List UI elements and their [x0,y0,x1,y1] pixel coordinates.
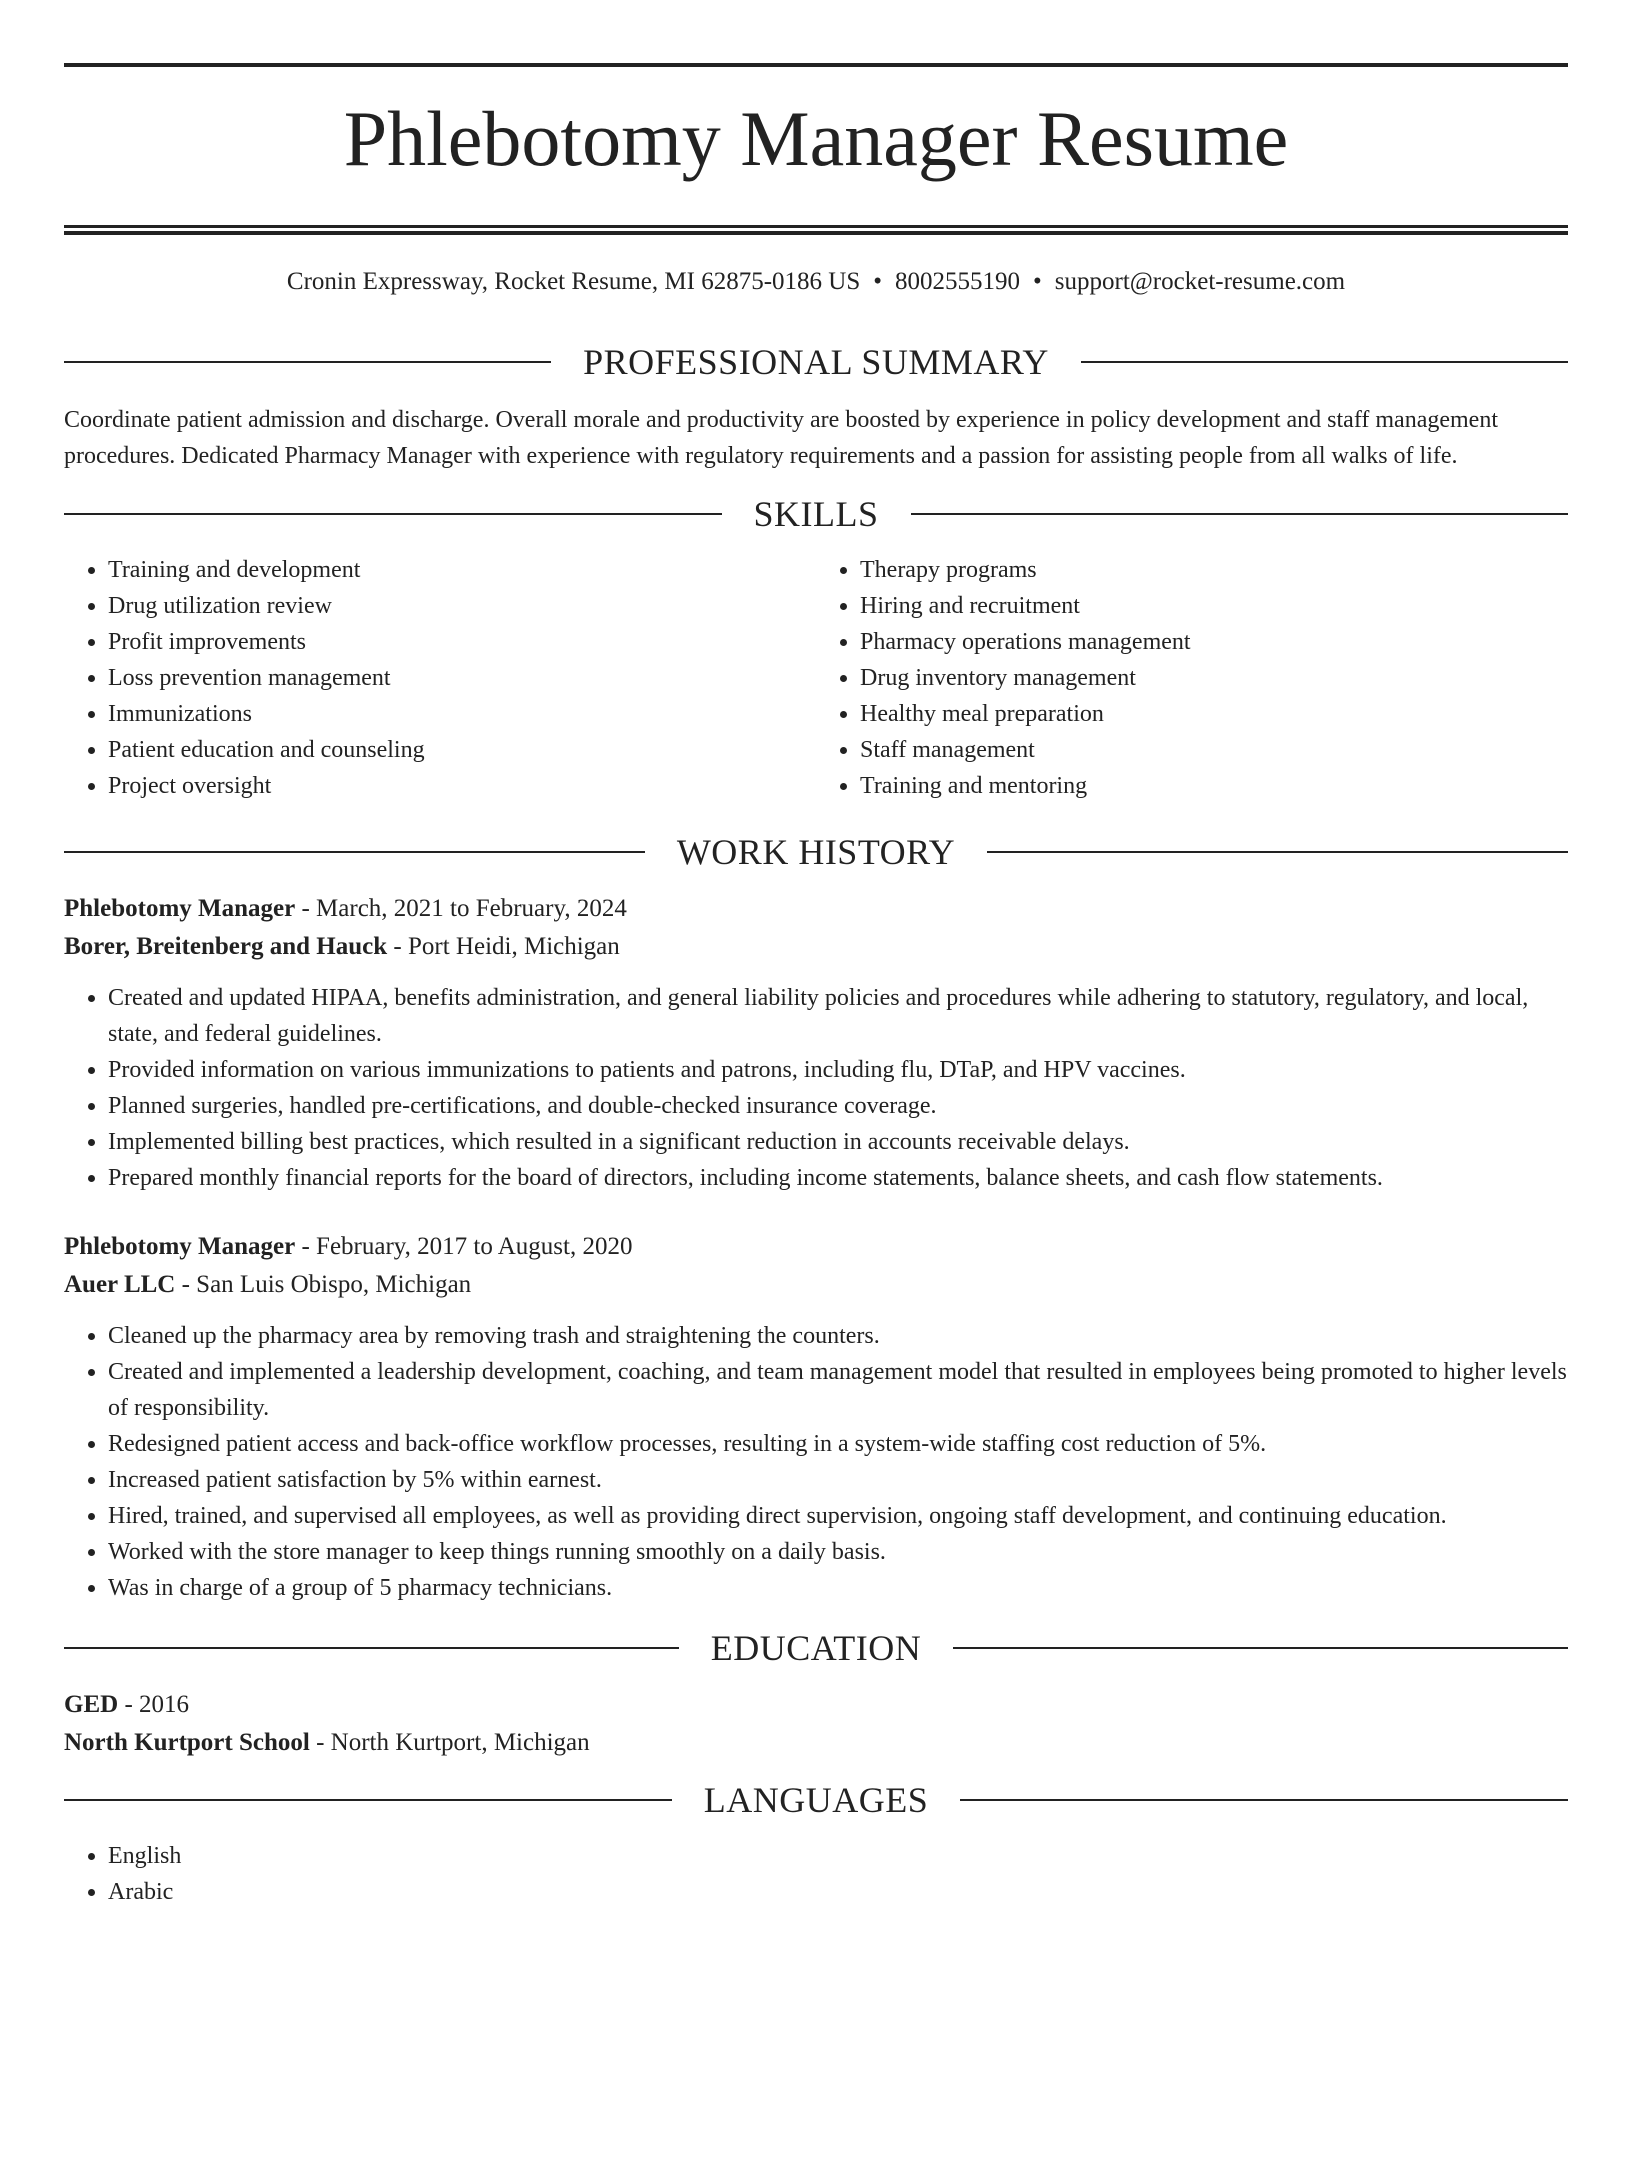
skill-item: • Pharmacy operations management [860,624,1568,660]
skill-item: • Hiring and recruitment [860,588,1568,624]
job-bullet: • Was in charge of a group of 5 pharmacy technicians. [108,1570,1568,1606]
section-title: WORK HISTORY [676,832,956,872]
skills-columns [64,552,1568,804]
skill-item: • Project oversight [108,768,816,804]
heading-rule [64,851,645,853]
skills-list-right [816,552,1568,804]
skills-list-left [64,552,816,804]
job-title: Phlebotomy Manager [64,1233,296,1260]
job-bullet: • Increased patient satisfaction by 5% within earnest. [108,1462,1568,1498]
skill-item: • Training and development [108,552,816,588]
contact-phone: 8002555190 [895,268,1021,295]
job-bullet: • Redesigned patient access and back-office workflow processes, resulting in a system-wide staffing cost reduction of 5%. [108,1426,1568,1462]
top-rule [64,63,1568,67]
resume-title: Phlebotomy Manager Resume [343,95,1289,182]
job-company: Borer, Breitenberg and Hauck [64,933,388,960]
job-title-line [64,890,1568,928]
section-heading-work-history [64,830,1568,874]
job-bullet: • Provided information on various immunizations to patients and patrons, including flu, DTaP, and HPV vaccines. [108,1052,1568,1088]
skill-item: • Drug utilization review [108,588,816,624]
degree: GED [64,1691,119,1718]
job-bullet: • Planned surgeries, handled pre-certifications, and double-checked insurance coverage. [108,1088,1568,1124]
job-bullets [64,980,1568,1196]
section-title: PROFESSIONAL SUMMARY [583,342,1049,382]
heading-rule [64,513,722,515]
heading-rule [911,513,1569,515]
job-company-line [64,928,1568,966]
resume-page [0,63,1632,2175]
summary-text: Coordinate patient admission and discharge. Overall morale and productivity are boosted by experience in policy development and staff management procedures. Dedicated Pharmacy Manager with experience with regulatory requirements and a passion for assisting people from all walks of life. [64,407,1498,469]
degree-line [64,1686,1568,1724]
language-item: • English [108,1838,1568,1874]
skill-item: • Therapy programs [860,552,1568,588]
contact-address: Cronin Expressway, Rocket Resume, MI 62875-0186 US [286,268,861,295]
heading-rule [64,1647,679,1649]
language-item: • Arabic [108,1874,1568,1910]
heading-rule [1081,361,1568,363]
section-title: SKILLS [753,494,879,534]
job-company: Auer LLC [64,1271,176,1298]
contact-separator: • [873,268,883,295]
contact-line [64,266,1568,298]
job-dates: - March, 2021 to February, 2024 [295,895,627,922]
contact-separator: • [1033,268,1042,295]
job-location: - San Luis Obispo, Michigan [175,1271,472,1298]
job-dates: - February, 2017 to August, 2020 [295,1233,633,1260]
school-location: - North Kurtport, Michigan [309,1729,590,1756]
job-entry [64,1228,1568,1606]
job-location: - Port Heidi, Michigan [387,933,620,960]
school-name: North Kurtport School [64,1729,310,1756]
skill-item: • Training and mentoring [860,768,1568,804]
skill-item: • Staff management [860,732,1568,768]
section-heading-skills [64,492,1568,536]
job-bullet: • Cleaned up the pharmacy area by removing trash and straightening the counters. [108,1318,1568,1354]
section-heading-education [64,1626,1568,1670]
degree-year: - 2016 [118,1691,190,1718]
heading-rule [953,1647,1568,1649]
job-title: Phlebotomy Manager [64,895,296,922]
skill-item: • Loss prevention management [108,660,816,696]
skill-item: • Drug inventory management [860,660,1568,696]
school-line [64,1724,1568,1762]
section-heading-languages [64,1778,1568,1822]
section-title: LANGUAGES [703,1780,929,1820]
heading-rule [960,1799,1568,1801]
skill-item: • Immunizations [108,696,816,732]
heading-rule [987,851,1568,853]
heading-rule [64,1799,672,1801]
job-bullet: • Implemented billing best practices, which resulted in a significant reduction in accounts receivable delays. [108,1124,1568,1160]
job-bullet: • Prepared monthly financial reports for the board of directors, including income statements, balance sheets, and cash flow statements. [108,1160,1568,1196]
job-bullet: • Hired, trained, and supervised all employees, as well as providing direct supervision, ongoing staff development, and continuing education. [108,1498,1568,1534]
heading-rule [64,361,551,363]
job-bullet: • Worked with the store manager to keep things running smoothly on a daily basis. [108,1534,1568,1570]
job-bullet: • Created and updated HIPAA, benefits administration, and general liability policies and procedures while adhering to statutory, regulatory, and local, state, and federal guidelines. [108,980,1568,1052]
education-entry [64,1686,1568,1762]
languages-list [64,1838,1568,1910]
title-double-rule [64,225,1568,235]
contact-email[interactable]: support@rocket-resume.com [1054,268,1346,295]
job-bullet: • Created and implemented a leadership development, coaching, and team management model that resulted in employees being promoted to higher levels of responsibility. [108,1354,1568,1426]
skill-item: • Patient education and counseling [108,732,816,768]
skill-item: • Healthy meal preparation [860,696,1568,732]
section-title: EDUCATION [710,1628,922,1668]
section-heading-summary [64,340,1568,384]
job-title-line [64,1228,1568,1266]
skill-item: • Profit improvements [108,624,816,660]
job-bullets [64,1318,1568,1606]
job-company-line [64,1266,1568,1304]
job-entry [64,890,1568,1196]
